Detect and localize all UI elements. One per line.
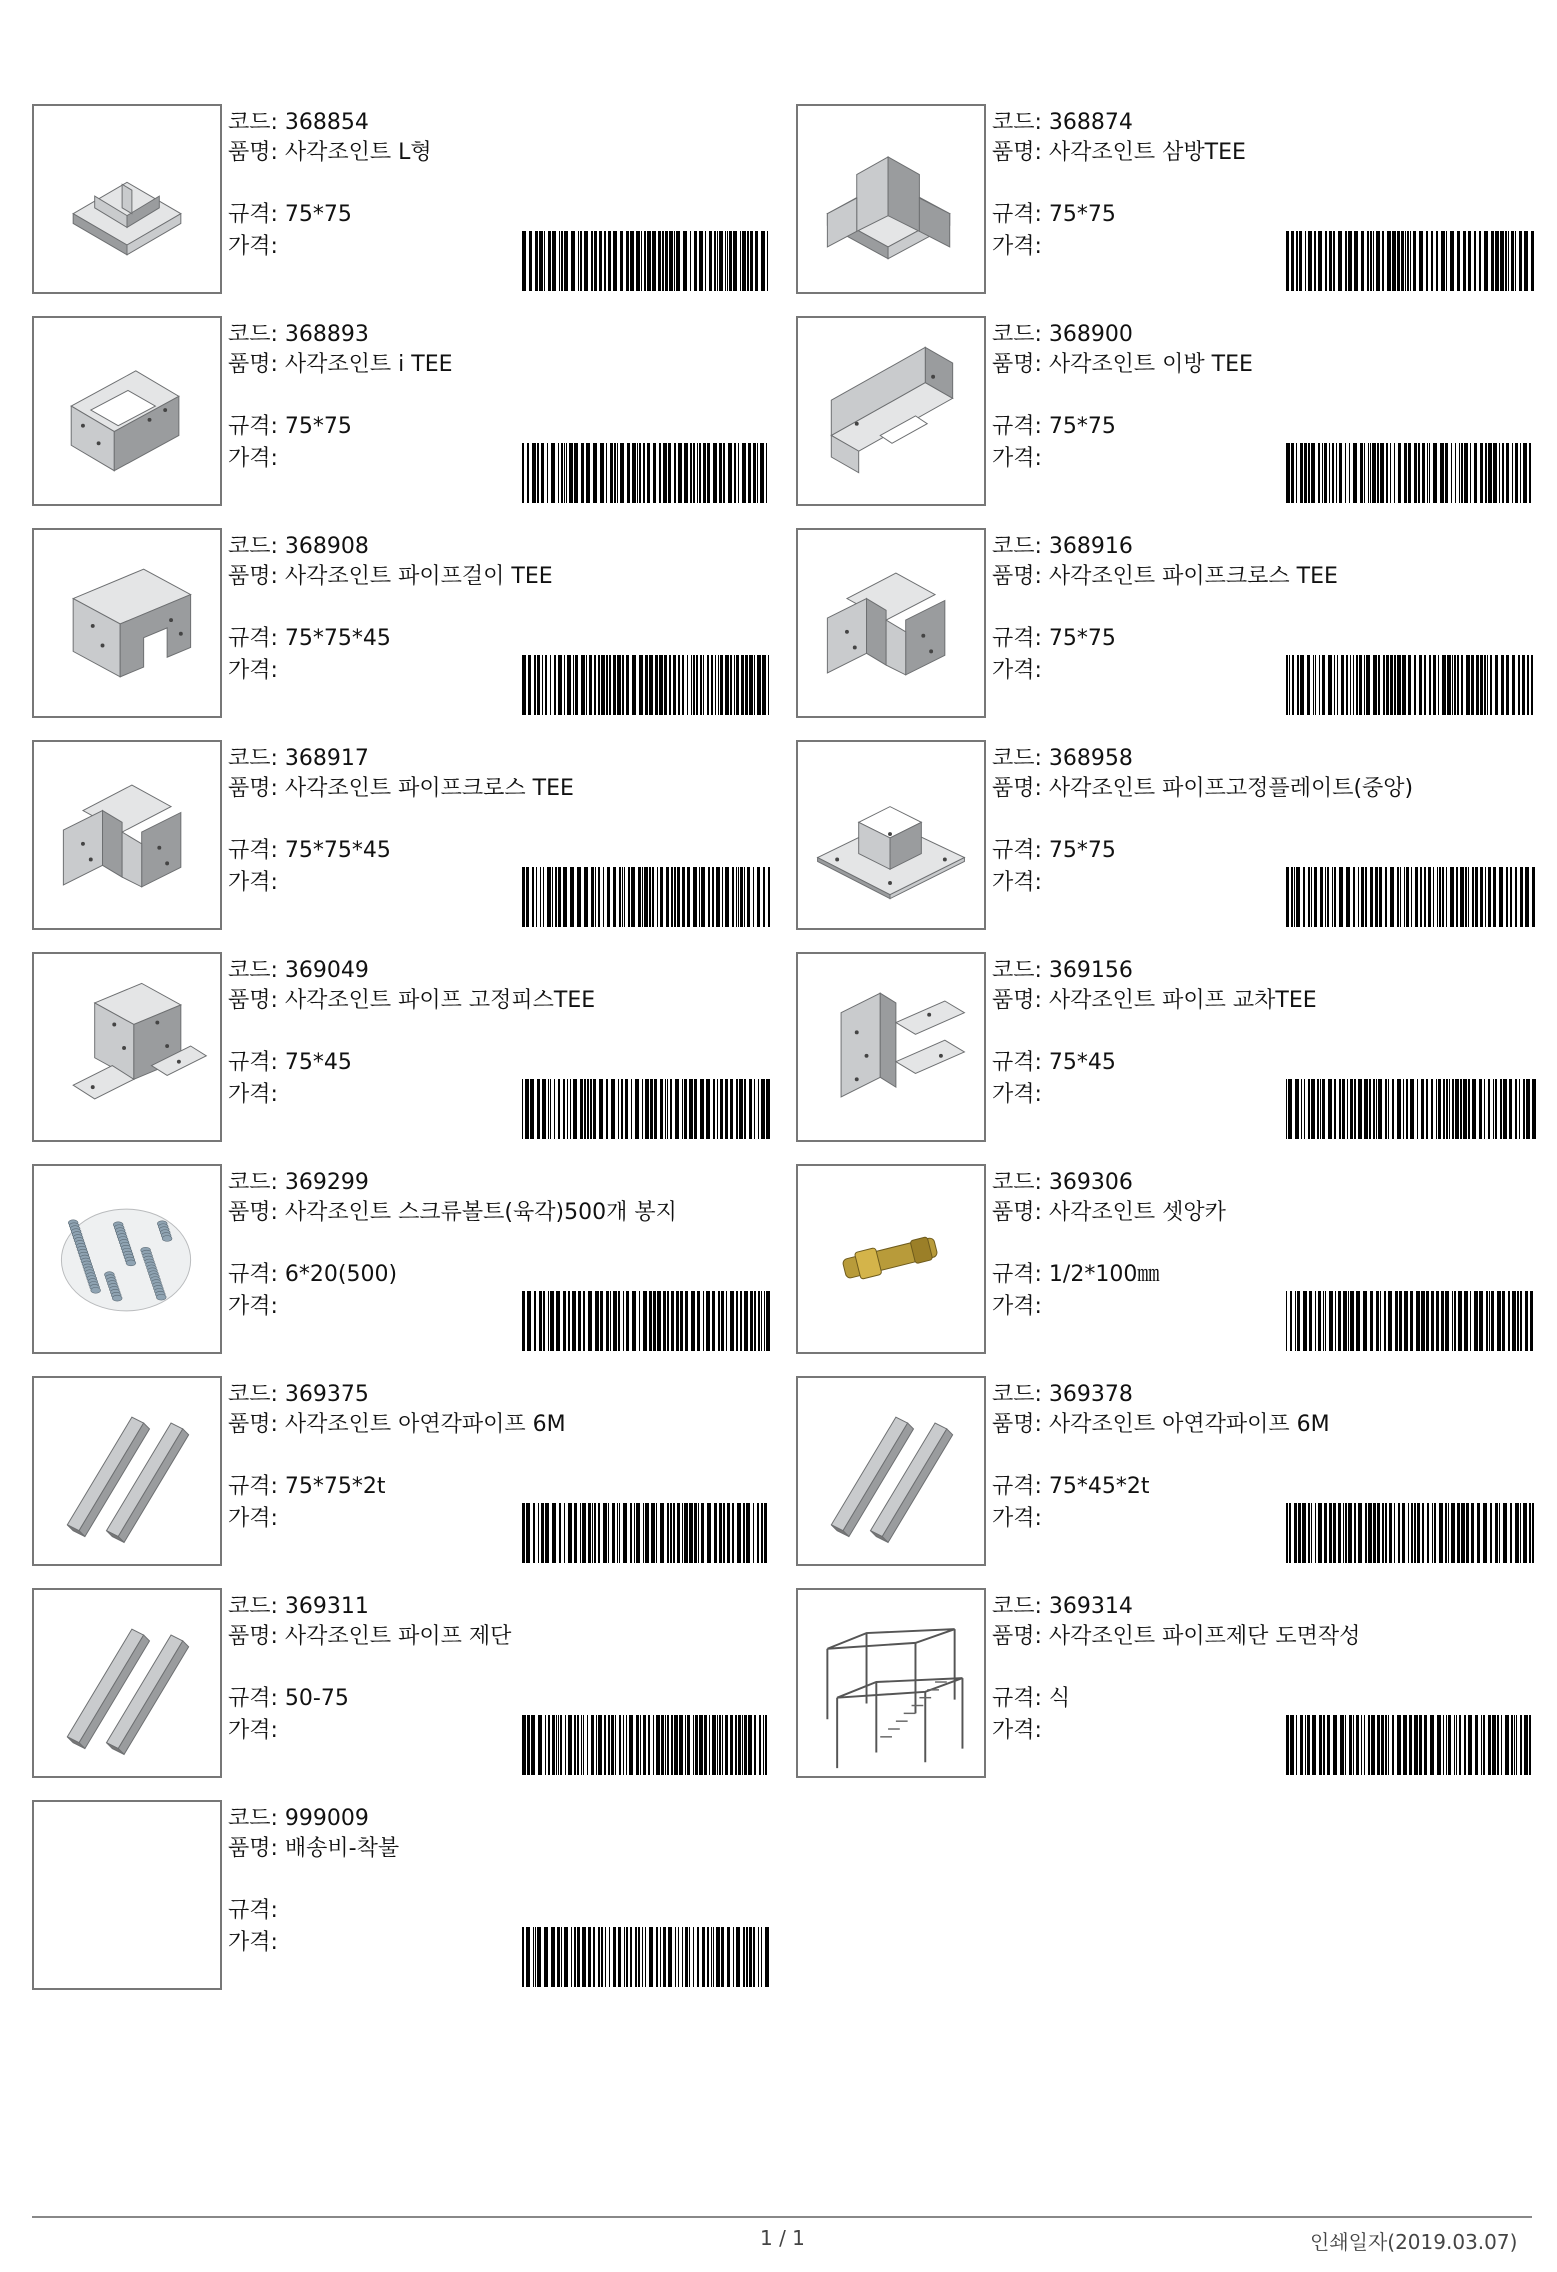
product-code: 368958 [1048, 746, 1133, 771]
product-name-row [992, 1410, 1502, 1440]
product-price-row [228, 1504, 278, 1534]
name-label: 품명: [992, 988, 1042, 1013]
product-code: 368893 [284, 322, 369, 347]
product-name-row [992, 350, 1502, 380]
product-code-row [992, 1168, 1552, 1198]
product-name-row [992, 774, 1502, 804]
product-spec-row [228, 412, 352, 442]
price-label: 가격: [992, 1082, 1042, 1107]
product-spec-row [992, 1684, 1070, 1714]
product-spec: 75*75*2t [284, 1474, 386, 1499]
price-label: 가격: [228, 870, 278, 895]
name-label: 품명: [228, 988, 278, 1013]
square-pipe-icon [34, 1590, 220, 1776]
product-spec-row [992, 1048, 1116, 1078]
product-image [796, 740, 986, 930]
name-label: 품명: [992, 1412, 1042, 1437]
barcode-icon [1286, 1079, 1536, 1139]
spec-label: 규격: [228, 626, 278, 651]
code-label: 코드: [228, 1382, 278, 1407]
product-card [796, 952, 1556, 1142]
name-label: 품명: [992, 776, 1042, 801]
product-code-row [992, 108, 1552, 138]
product-price-row [228, 232, 278, 262]
product-code-row [228, 1380, 788, 1410]
product-card [796, 1164, 1556, 1354]
code-label: 코드: [992, 322, 1042, 347]
product-price-row [992, 232, 1042, 262]
product-spec-row [992, 1472, 1150, 1502]
price-label: 가격: [992, 446, 1042, 471]
product-spec: 6*20(500) [284, 1262, 398, 1287]
pipe-cross-tee-icon [798, 530, 984, 716]
product-code: 368916 [1048, 534, 1133, 559]
price-label: 가격: [992, 658, 1042, 683]
code-label: 코드: [228, 1594, 278, 1619]
product-spec: 75*75 [1048, 838, 1116, 863]
product-code: 369378 [1048, 1382, 1133, 1407]
spec-label: 규격: [228, 1050, 278, 1075]
product-price-row [228, 656, 278, 686]
barcode-icon [522, 867, 772, 927]
product-spec-row [992, 624, 1116, 654]
product-spec: 75*45*2t [1048, 1474, 1150, 1499]
code-label: 코드: [228, 1170, 278, 1195]
product-spec-row [228, 836, 391, 866]
product-name: 사각조인트 셋앙카 [1048, 1200, 1226, 1225]
product-image [32, 740, 222, 930]
product-spec: 1/2*100㎜ [1048, 1262, 1160, 1287]
product-price-row [992, 1080, 1042, 1110]
barcode-icon [522, 1291, 772, 1351]
barcode-icon [522, 1079, 772, 1139]
product-name: 사각조인트 파이프 고정피스TEE [284, 988, 596, 1013]
product-card [32, 952, 792, 1142]
code-label: 코드: [992, 534, 1042, 559]
l-joint-icon [34, 106, 220, 292]
name-label: 품명: [992, 1624, 1042, 1649]
product-price-row [228, 1080, 278, 1110]
code-label: 코드: [992, 110, 1042, 135]
barcode-icon [1286, 443, 1536, 503]
product-price-row [228, 868, 278, 898]
product-name: 사각조인트 파이프크로스 TEE [1048, 564, 1338, 589]
name-label: 품명: [992, 564, 1042, 589]
product-name-row [228, 986, 738, 1016]
pipe-cross-tee-icon [34, 742, 220, 928]
barcode-icon [522, 443, 772, 503]
product-spec: 75*75 [1048, 202, 1116, 227]
three-way-tee-icon [798, 106, 984, 292]
product-image [796, 1588, 986, 1778]
product-spec-row [228, 1472, 386, 1502]
footer-divider [32, 2216, 1532, 2218]
product-name: 사각조인트 스크류볼트(육각)500개 봉지 [284, 1200, 677, 1225]
product-price-row [992, 1292, 1042, 1322]
barcode-icon [522, 655, 772, 715]
square-pipe-icon [798, 1378, 984, 1564]
product-spec-row [228, 200, 352, 230]
name-label: 품명: [992, 352, 1042, 377]
product-spec: 50-75 [284, 1686, 349, 1711]
product-spec-row [228, 1896, 278, 1926]
product-name-row [228, 138, 738, 168]
product-image [32, 104, 222, 294]
product-image [32, 1164, 222, 1354]
product-name: 사각조인트 i TEE [284, 352, 453, 377]
product-code-row [992, 956, 1552, 986]
name-label: 품명: [228, 776, 278, 801]
barcode-icon [1286, 231, 1536, 291]
spec-label: 규격: [992, 1474, 1042, 1499]
frame-structure-icon [798, 1590, 984, 1776]
product-price-row [992, 656, 1042, 686]
base-plate-icon [798, 742, 984, 928]
product-spec-row [992, 1260, 1159, 1290]
code-label: 코드: [228, 958, 278, 983]
product-code-row [992, 744, 1552, 774]
product-spec: 75*75*45 [284, 838, 391, 863]
product-card [32, 1800, 792, 1990]
spec-label: 규격: [228, 414, 278, 439]
product-card [32, 1588, 792, 1778]
product-image [796, 1164, 986, 1354]
product-name: 사각조인트 아연각파이프 6M [284, 1412, 566, 1437]
product-name: 사각조인트 파이프 교차TEE [1048, 988, 1317, 1013]
product-spec-row [228, 1684, 349, 1714]
name-label: 품명: [228, 1200, 278, 1225]
price-label: 가격: [228, 1294, 278, 1319]
product-name: 사각조인트 아연각파이프 6M [1048, 1412, 1330, 1437]
product-code: 368900 [1048, 322, 1133, 347]
spec-label: 규격: [228, 202, 278, 227]
product-name: 사각조인트 파이프크로스 TEE [284, 776, 574, 801]
code-label: 코드: [228, 746, 278, 771]
price-label: 가격: [992, 1294, 1042, 1319]
product-image [32, 1800, 222, 1990]
price-label: 가격: [228, 1082, 278, 1107]
print-date: 인쇄일자(2019.03.07) [1310, 2230, 1518, 2254]
product-code: 368917 [284, 746, 369, 771]
barcode-icon [1286, 655, 1536, 715]
product-name: 사각조인트 이방 TEE [1048, 352, 1253, 377]
product-name-row [992, 986, 1502, 1016]
product-name: 사각조인트 파이프 제단 [284, 1624, 512, 1649]
product-name: 사각조인트 삼방TEE [1048, 140, 1246, 165]
product-name-row [228, 350, 738, 380]
spec-label: 규격: [992, 202, 1042, 227]
barcode-icon [1286, 867, 1536, 927]
name-label: 품명: [228, 352, 278, 377]
product-spec: 75*45 [284, 1050, 352, 1075]
name-label: 품명: [228, 564, 278, 589]
product-price-row [992, 1504, 1042, 1534]
name-label: 품명: [228, 140, 278, 165]
product-code-row [992, 532, 1552, 562]
product-code-row [228, 744, 788, 774]
product-image [796, 528, 986, 718]
spec-label: 규격: [992, 1050, 1042, 1075]
spec-label: 규격: [228, 838, 278, 863]
product-name: 사각조인트 파이프걸이 TEE [284, 564, 553, 589]
barcode-icon [522, 1927, 772, 1987]
product-image [796, 316, 986, 506]
price-label: 가격: [228, 1930, 278, 1955]
product-code: 369314 [1048, 1594, 1133, 1619]
product-spec: 75*45 [1048, 1050, 1116, 1075]
product-image [32, 952, 222, 1142]
product-code-row [228, 320, 788, 350]
pipe-hanger-tee-icon [34, 530, 220, 716]
product-spec: 75*75 [1048, 626, 1116, 651]
product-image [796, 104, 986, 294]
barcode-icon [522, 1503, 772, 1563]
price-label: 가격: [992, 234, 1042, 259]
product-card [796, 1588, 1556, 1778]
product-code-row [228, 532, 788, 562]
anchor-bolt-icon [798, 1166, 984, 1352]
spec-label: 규격: [992, 1686, 1042, 1711]
product-name-row [228, 774, 738, 804]
product-spec-row [228, 624, 391, 654]
code-label: 코드: [228, 534, 278, 559]
product-card [32, 316, 792, 506]
spec-label: 규격: [228, 1262, 278, 1287]
product-name: 사각조인트 파이프제단 도면작성 [1048, 1624, 1361, 1649]
product-name: 사각조인트 파이프고정플레이트(중앙) [1048, 776, 1414, 801]
product-image [796, 1376, 986, 1566]
price-label: 가격: [228, 234, 278, 259]
product-card [32, 1376, 792, 1566]
product-code-row [228, 1804, 788, 1834]
product-name-row [992, 562, 1502, 592]
product-code: 369306 [1048, 1170, 1133, 1195]
product-code: 369375 [284, 1382, 369, 1407]
square-pipe-icon [34, 1378, 220, 1564]
product-name-row [992, 138, 1502, 168]
price-label: 가격: [992, 1506, 1042, 1531]
price-label: 가격: [992, 870, 1042, 895]
product-card [32, 1164, 792, 1354]
product-card [32, 740, 792, 930]
product-code-row [992, 320, 1552, 350]
spec-label: 규격: [992, 626, 1042, 651]
product-code-row [992, 1380, 1552, 1410]
name-label: 품명: [228, 1624, 278, 1649]
product-card [32, 528, 792, 718]
product-card [796, 104, 1556, 294]
product-spec: 75*75 [1048, 414, 1116, 439]
code-label: 코드: [992, 746, 1042, 771]
product-spec: 75*75 [284, 202, 352, 227]
code-label: 코드: [992, 1170, 1042, 1195]
product-image [32, 316, 222, 506]
product-code-row [228, 108, 788, 138]
code-label: 코드: [228, 1806, 278, 1831]
product-name-row [228, 562, 738, 592]
price-label: 가격: [228, 1718, 278, 1743]
no-image-placeholder [34, 1802, 220, 1988]
product-card [796, 1376, 1556, 1566]
product-code: 368874 [1048, 110, 1133, 135]
product-name-row [228, 1622, 738, 1652]
barcode-icon [1286, 1291, 1536, 1351]
product-image [32, 1588, 222, 1778]
product-image [32, 1376, 222, 1566]
product-image [796, 952, 986, 1142]
product-code-row [228, 956, 788, 986]
product-card [796, 740, 1556, 930]
page-number: 1 / 1 [760, 2226, 805, 2250]
product-spec: 75*75 [284, 414, 352, 439]
product-name-row [228, 1834, 738, 1864]
product-code: 369311 [284, 1594, 369, 1619]
product-price-row [228, 1928, 278, 1958]
barcode-icon [1286, 1503, 1536, 1563]
product-code: 368908 [284, 534, 369, 559]
product-spec-row [228, 1048, 352, 1078]
spec-label: 규격: [228, 1686, 278, 1711]
spec-label: 규격: [992, 414, 1042, 439]
barcode-icon [522, 1715, 772, 1775]
fixing-piece-tee-icon [34, 954, 220, 1140]
name-label: 품명: [992, 1200, 1042, 1225]
spec-label: 규격: [992, 1262, 1042, 1287]
product-card [796, 316, 1556, 506]
product-code: 999009 [284, 1806, 369, 1831]
product-price-row [992, 1716, 1042, 1746]
spec-label: 규격: [228, 1898, 278, 1923]
product-price-row [992, 444, 1042, 474]
code-label: 코드: [992, 1594, 1042, 1619]
product-code-row [992, 1592, 1552, 1622]
name-label: 품명: [228, 1412, 278, 1437]
price-label: 가격: [228, 1506, 278, 1531]
product-code: 369156 [1048, 958, 1133, 983]
cross-tee-icon [798, 954, 984, 1140]
name-label: 품명: [228, 1836, 278, 1861]
product-spec: 식 [1048, 1686, 1071, 1711]
i-tee-icon [34, 318, 220, 504]
price-label: 가격: [228, 658, 278, 683]
product-code: 369049 [284, 958, 369, 983]
product-image [32, 528, 222, 718]
barcode-icon [522, 231, 772, 291]
product-card [796, 528, 1556, 718]
product-price-row [228, 444, 278, 474]
price-label: 가격: [992, 1718, 1042, 1743]
two-way-tee-icon [798, 318, 984, 504]
product-spec-row [992, 412, 1116, 442]
product-name: 사각조인트 L형 [284, 140, 432, 165]
product-spec-row [228, 1260, 397, 1290]
product-price-row [228, 1716, 278, 1746]
product-name-row [992, 1198, 1502, 1228]
product-spec-row [992, 836, 1116, 866]
code-label: 코드: [992, 1382, 1042, 1407]
price-label: 가격: [228, 446, 278, 471]
product-code-row [228, 1168, 788, 1198]
screw-bag-icon [34, 1166, 220, 1352]
code-label: 코드: [992, 958, 1042, 983]
barcode-icon [1286, 1715, 1536, 1775]
product-price-row [228, 1292, 278, 1322]
code-label: 코드: [228, 322, 278, 347]
product-spec-row [992, 200, 1116, 230]
product-name-row [992, 1622, 1502, 1652]
product-code: 369299 [284, 1170, 369, 1195]
product-name: 배송비-착불 [284, 1836, 400, 1861]
product-card [32, 104, 792, 294]
code-label: 코드: [228, 110, 278, 135]
product-spec: 75*75*45 [284, 626, 391, 651]
product-code-row [228, 1592, 788, 1622]
product-price-row [992, 868, 1042, 898]
name-label: 품명: [992, 140, 1042, 165]
product-code: 368854 [284, 110, 369, 135]
spec-label: 규격: [992, 838, 1042, 863]
spec-label: 규격: [228, 1474, 278, 1499]
product-name-row [228, 1410, 738, 1440]
product-name-row [228, 1198, 738, 1228]
